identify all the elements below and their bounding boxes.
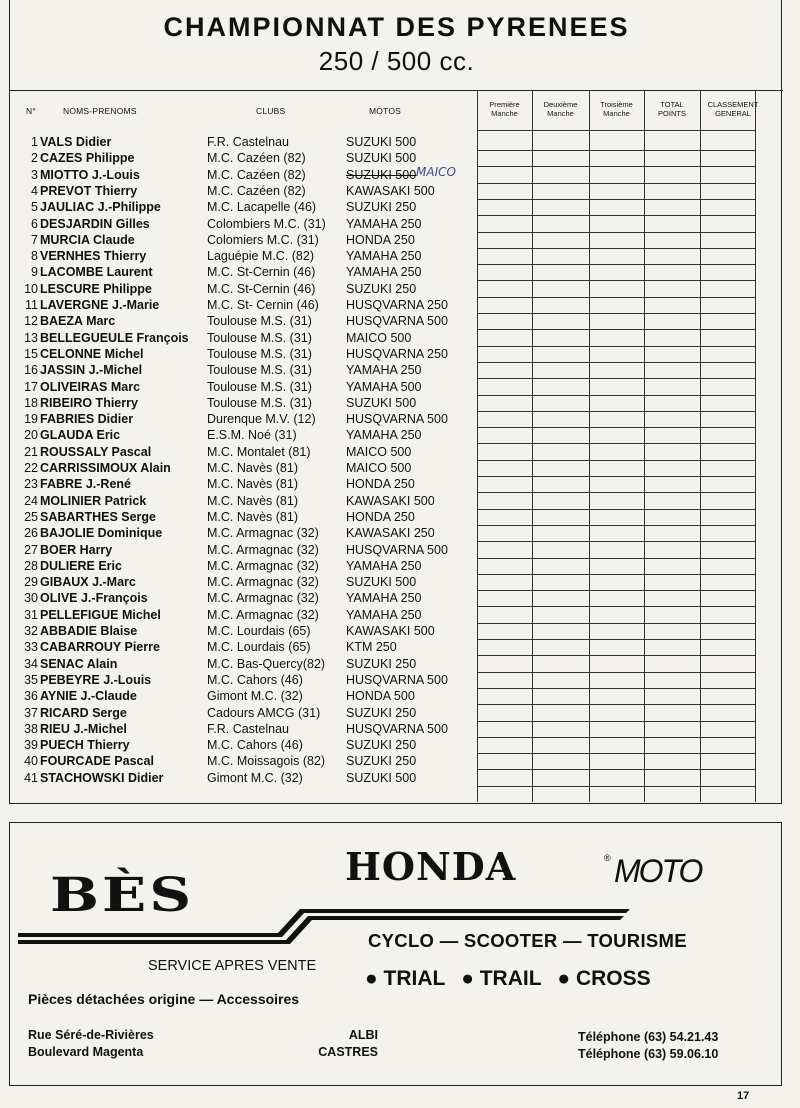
- rider-name: SENAC Alain: [40, 656, 118, 671]
- grid-row-line: [477, 509, 755, 510]
- page-number: 17: [737, 1090, 750, 1102]
- col-header-classement: CLASSEMENT GENERAL: [707, 100, 759, 118]
- rider-moto: YAMAHA 250: [346, 591, 422, 606]
- rider-name: PEBEYRE J.-Louis: [40, 672, 152, 687]
- grid-row-line: [477, 411, 755, 412]
- rider-club: Toulouse M.S. (31): [207, 330, 312, 345]
- table-row: [10, 411, 480, 427]
- grid-row-line: [477, 525, 755, 526]
- grid-row-line: [477, 688, 755, 689]
- table-row: [10, 607, 480, 623]
- table-row: [10, 427, 480, 443]
- rider-club: M.C. St-Cernin (46): [207, 265, 316, 280]
- rider-moto: HUSQVARNA 500: [346, 672, 448, 687]
- rider-club: M.C. Cazéen (82): [207, 151, 306, 166]
- grid-row-line: [477, 199, 755, 200]
- rider-name: LESCURE Philippe: [40, 281, 152, 296]
- rider-num: 12: [24, 314, 38, 329]
- rider-club: F.R. Castelnau: [207, 721, 289, 736]
- table-row: [10, 525, 480, 541]
- table-row: [10, 656, 480, 672]
- table-row: [10, 281, 480, 297]
- rider-moto: SUZUKI 500: [346, 575, 417, 590]
- rider-moto: SUZUKI 250: [346, 281, 417, 296]
- honda-logo: HONDA: [345, 844, 517, 889]
- rider-moto: HUSQVARNA 500: [346, 314, 448, 329]
- rider-moto: SUZUKI 250: [346, 754, 417, 769]
- rider-name: BAEZA Marc: [40, 314, 116, 329]
- rider-num: 34: [24, 656, 38, 671]
- rider-num: 16: [24, 363, 38, 378]
- rider-club: F.R. Castelnau: [207, 135, 289, 149]
- rider-name: ABBADIE Blaise: [40, 624, 138, 638]
- table-row: [10, 574, 480, 590]
- grid-row-line: [477, 574, 755, 575]
- table-row: [10, 444, 480, 460]
- table-row: [10, 542, 480, 558]
- ad-cities: ALBI CASTRES: [318, 1028, 378, 1059]
- grid-row-line: [477, 248, 755, 249]
- rider-name: GLAUDA Eric: [40, 428, 121, 443]
- table-row: [10, 639, 480, 655]
- header-rule: [477, 130, 755, 131]
- ad-line-disciplines: ● TRIAL ● TRAIL ● CROSS: [365, 967, 651, 990]
- rider-num: 28: [24, 558, 38, 573]
- table-row: [10, 672, 480, 688]
- rider-moto: SUZUKI 500: [346, 167, 417, 182]
- table-row: [10, 346, 480, 362]
- rider-num: 6: [31, 216, 38, 231]
- rider-name: CAZES Philippe: [40, 151, 135, 166]
- rider-club: M.C. Navès (81): [207, 509, 298, 524]
- ad-pieces: Pièces détachées origine — Accessoires: [28, 991, 300, 1007]
- bullet-icon: ●: [461, 967, 474, 990]
- rider-num: 41: [24, 770, 38, 785]
- rider-name: MOLINIER Patrick: [40, 493, 147, 508]
- grid-row-line: [477, 639, 755, 640]
- grid-row-line: [477, 769, 755, 770]
- col-header-names: NOMS-PRENOMS: [63, 106, 137, 116]
- rider-club: Colomiers M.C. (31): [207, 232, 319, 247]
- col-header-motos: MOTOS: [369, 106, 402, 116]
- rider-num: 9: [31, 265, 38, 280]
- title-rule: [10, 90, 783, 91]
- rider-name: FOURCADE Pascal: [40, 754, 154, 769]
- grid-row-line: [477, 150, 755, 151]
- rider-name: OLIVEIRAS Marc: [40, 379, 141, 394]
- rider-moto: KAWASAKI 500: [346, 624, 435, 638]
- rider-name: RIBEIRO Thierry: [40, 395, 138, 410]
- rider-moto: SUZUKI 250: [346, 705, 417, 720]
- table-row: [10, 460, 480, 476]
- table-row: [10, 590, 480, 606]
- grid-row-line: [477, 183, 755, 184]
- rider-num: 4: [31, 183, 38, 198]
- ad-service: SERVICE APRES VENTE: [148, 958, 317, 974]
- table-row: [10, 150, 480, 166]
- rider-name: VALS Didier: [40, 135, 112, 149]
- ad-address: Rue Séré-de-Rivières Boulevard Magenta: [28, 1028, 154, 1059]
- rider-num: 37: [24, 705, 38, 720]
- rider-club: M.C. Cahors (46): [207, 672, 303, 687]
- table-row: [10, 183, 480, 199]
- grid-row-line: [477, 590, 755, 591]
- rider-moto: YAMAHA 250: [346, 607, 422, 622]
- rider-num: 13: [24, 330, 38, 345]
- rider-name: ROUSSALY Pascal: [40, 444, 152, 459]
- col-divider: [532, 90, 533, 802]
- table-row: [10, 313, 480, 329]
- rider-club: Gimont M.C. (32): [207, 770, 303, 785]
- rider-club: Durenque M.V. (12): [207, 412, 316, 427]
- rider-moto: KAWASAKI 250: [346, 526, 435, 541]
- table-row: [10, 558, 480, 574]
- registered-mark-icon: ®: [604, 853, 611, 863]
- rider-num: 38: [24, 721, 38, 736]
- grid-row-line: [477, 395, 755, 396]
- rider-num: 22: [24, 461, 38, 475]
- rider-num: 17: [24, 379, 38, 394]
- rider-moto: SUZUKI 500: [346, 395, 417, 410]
- grid-row-line: [477, 166, 755, 167]
- rider-name: BOER Harry: [40, 542, 113, 557]
- col-divider: [755, 90, 756, 802]
- rider-moto: SUZUKI 500: [346, 151, 417, 166]
- rider-club: M.C. Cahors (46): [207, 738, 303, 753]
- rider-club: M.C. St-Cernin (46): [207, 281, 316, 296]
- grid-row-line: [477, 721, 755, 722]
- rider-name: JAULIAC J.-Philippe: [40, 200, 161, 215]
- grid-row-line: [477, 476, 755, 477]
- grid-row-line: [477, 541, 755, 542]
- table-row: [10, 770, 480, 786]
- rider-club: M.C. Armagnac (32): [207, 591, 319, 606]
- grid-row-line: [477, 427, 755, 428]
- rider-name: JASSIN J.-Michel: [40, 363, 143, 378]
- rider-moto: MAICO 500: [346, 444, 412, 459]
- rider-moto: YAMAHA 250: [346, 216, 422, 231]
- rider-num: 31: [24, 607, 38, 622]
- grid-row-line: [477, 215, 755, 216]
- rider-name: CABARROUY Pierre: [40, 640, 160, 655]
- grid-row-line: [477, 655, 755, 656]
- rider-moto: YAMAHA 250: [346, 558, 422, 573]
- rider-moto: HONDA 250: [346, 232, 415, 247]
- grid-row-line: [477, 786, 755, 787]
- rider-club: Toulouse M.S. (31): [207, 363, 312, 378]
- rider-moto: YAMAHA 250: [346, 249, 422, 264]
- rider-name: LACOMBE Laurent: [40, 265, 153, 280]
- ad-line-cyclo: CYCLO — SCOOTER — TOURISME: [368, 930, 687, 951]
- rider-club: Colombiers M.C. (31): [207, 216, 326, 231]
- grid-row-line: [477, 378, 755, 379]
- rider-club: Laguépie M.C. (82): [207, 249, 315, 264]
- rider-moto: SUZUKI 250: [346, 656, 417, 671]
- grid-row-line: [477, 280, 755, 281]
- rider-club: M.C. Montalet (81): [207, 444, 311, 459]
- rider-name: RICARD Serge: [40, 705, 127, 720]
- rider-moto: YAMAHA 250: [346, 265, 422, 280]
- grid-row-line: [477, 362, 755, 363]
- grid-row-line: [477, 346, 755, 347]
- rider-num: 18: [24, 395, 38, 410]
- rider-club: M.C. Lourdais (65): [207, 640, 311, 655]
- ad-phones: Téléphone (63) 54.21.43 Téléphone (63) 59.06.10: [578, 1030, 719, 1061]
- grid-row-line: [477, 753, 755, 754]
- bes-logo: BÈS: [50, 867, 195, 923]
- rider-name: AYNIE J.-Claude: [40, 689, 137, 704]
- rider-moto: MAICO 500: [346, 461, 412, 475]
- table-row: [10, 395, 480, 411]
- handwritten-correction: MAICO: [416, 165, 456, 179]
- rider-name: RIEU J.-Michel: [40, 721, 127, 736]
- table-row: [10, 297, 480, 313]
- rider-moto: HONDA 250: [346, 477, 415, 492]
- grid-row-line: [477, 704, 755, 705]
- col-header-total-points: TOTAL POINTS: [658, 100, 686, 118]
- table-row: [10, 476, 480, 492]
- table-row: [10, 688, 480, 704]
- rider-club: M.C. Bas-Quercy(82): [207, 656, 326, 671]
- rider-moto: YAMAHA 250: [346, 363, 422, 378]
- table-row: [10, 753, 480, 769]
- rider-name: BELLEGUEULE François: [40, 330, 189, 345]
- table-row: [10, 721, 480, 737]
- col-header-num: N°: [26, 106, 36, 116]
- rider-club: M.C. Navès (81): [207, 477, 298, 492]
- rider-num: 39: [24, 738, 38, 753]
- rider-moto: SUZUKI 250: [346, 200, 417, 215]
- table-row: [10, 232, 480, 248]
- rider-name: PELLEFIGUE Michel: [40, 607, 161, 622]
- rider-moto: SUZUKI 250: [346, 738, 417, 753]
- col-divider: [700, 90, 701, 802]
- rider-moto: HONDA 250: [346, 509, 415, 524]
- rider-club: E.S.M. Noé (31): [207, 428, 297, 443]
- table-row: [10, 737, 480, 753]
- rider-club: M.C. Armagnac (32): [207, 575, 319, 590]
- rider-club: Toulouse M.S. (31): [207, 346, 312, 361]
- rider-num: 8: [31, 249, 38, 264]
- rider-moto: YAMAHA 250: [346, 428, 422, 443]
- rider-club: M.C. Navès (81): [207, 493, 298, 508]
- rider-num: 40: [24, 754, 38, 769]
- rider-num: 19: [24, 412, 38, 427]
- col-header-manche-3: Troisième Manche: [600, 100, 633, 118]
- page-title: CHAMPIONNAT DES PYRENEES: [163, 12, 630, 42]
- grid-row-line: [477, 737, 755, 738]
- rider-num: 15: [24, 346, 38, 361]
- rider-club: Toulouse M.S. (31): [207, 314, 312, 329]
- rider-moto: SUZUKI 500: [346, 135, 417, 149]
- grid-row-line: [477, 623, 755, 624]
- rider-num: 21: [24, 444, 38, 459]
- rider-num: 20: [24, 428, 38, 443]
- table-row: [10, 509, 480, 525]
- rider-name: DULIERE Eric: [40, 558, 122, 573]
- rider-name: STACHOWSKI Didier: [40, 770, 164, 785]
- rider-club: M.C. Armagnac (32): [207, 526, 319, 541]
- col-header-clubs: CLUBS: [256, 106, 286, 116]
- rider-num: 1: [31, 135, 38, 149]
- rider-club: Cadours AMCG (31): [207, 705, 321, 720]
- col-divider: [644, 90, 645, 802]
- rider-num: 27: [24, 542, 38, 557]
- rider-moto: SUZUKI 500: [346, 770, 417, 785]
- bullet-icon: ●: [365, 967, 378, 990]
- grid-row-line: [477, 264, 755, 265]
- table-row: [10, 199, 480, 215]
- rider-moto: KTM 250: [346, 640, 397, 655]
- rider-num: 29: [24, 575, 38, 590]
- rider-club: M.C. Armagnac (32): [207, 558, 319, 573]
- rider-name: FABRIES Didier: [40, 412, 134, 427]
- rider-num: 7: [31, 232, 38, 247]
- rider-name: VERNHES Thierry: [40, 249, 147, 264]
- rider-num: 5: [31, 200, 38, 215]
- grid-row-line: [477, 329, 755, 330]
- table-row: [10, 216, 480, 232]
- rider-moto: HUSQVARNA 500: [346, 412, 448, 427]
- col-header-manche-2: Deuxième Manche: [543, 100, 578, 118]
- bullet-icon: ●: [557, 967, 571, 990]
- rider-club: M.C. St- Cernin (46): [207, 298, 319, 312]
- rider-club: Gimont M.C. (32): [207, 689, 303, 704]
- grid-row-line: [477, 558, 755, 559]
- table-row: [10, 264, 480, 280]
- rider-num: 3: [31, 167, 38, 182]
- rider-num: 30: [24, 591, 38, 606]
- grid-row-line: [477, 232, 755, 233]
- grid-row-line: [477, 672, 755, 673]
- rider-name: BAJOLIE Dominique: [40, 526, 163, 541]
- honda-bes-advertisement: [9, 822, 782, 1086]
- col-divider: [589, 90, 590, 802]
- rider-num: 11: [25, 298, 38, 312]
- table-row: [10, 362, 480, 378]
- grid-row-line: [477, 492, 755, 493]
- rider-club: M.C. Moissagois (82): [207, 754, 326, 769]
- rider-num: 24: [24, 493, 38, 508]
- table-row: [10, 705, 480, 721]
- rider-name: CARRISSIMOUX Alain: [40, 461, 171, 475]
- grid-row-line: [477, 443, 755, 444]
- rider-moto: MAICO 500: [346, 330, 412, 345]
- rider-moto: HUSQVARNA 500: [346, 542, 448, 557]
- rider-name: SABARTHES Serge: [40, 509, 156, 524]
- rider-club: M.C. Cazéen (82): [207, 183, 306, 198]
- grid-row-line: [477, 297, 755, 298]
- rider-moto: HUSQVARNA 250: [346, 346, 448, 361]
- rider-num: 36: [24, 689, 38, 704]
- rider-num: 35: [24, 672, 38, 687]
- col-header-manche-1: Première Manche: [489, 100, 520, 118]
- rider-moto: YAMAHA 500: [346, 379, 422, 394]
- rider-num: 32: [24, 624, 38, 638]
- grid-row-line: [477, 313, 755, 314]
- rider-club: M.C. Lacapelle (46): [207, 200, 317, 215]
- rider-club: M.C. Navès (81): [207, 461, 298, 475]
- rider-moto: HUSQVARNA 500: [346, 721, 448, 736]
- table-row: [10, 379, 480, 395]
- rider-club: M.C. Armagnac (32): [207, 607, 319, 622]
- rider-club: Toulouse M.S. (31): [207, 395, 312, 410]
- rider-name: LAVERGNE J.-Marie: [40, 298, 160, 312]
- results-sheet: [9, 0, 782, 804]
- rider-moto: KAWASAKI 500: [346, 183, 435, 198]
- table-row: [10, 493, 480, 509]
- rider-club: M.C. Lourdais (65): [207, 624, 311, 638]
- table-row: [10, 330, 480, 346]
- rider-club: M.C. Armagnac (32): [207, 542, 319, 557]
- rider-num: 25: [24, 509, 38, 524]
- rider-moto: HONDA 500: [346, 689, 415, 704]
- rider-name: DESJARDIN Gilles: [40, 216, 150, 231]
- table-row: [10, 167, 480, 183]
- rider-num: 10: [24, 281, 38, 296]
- grid-row-line: [477, 606, 755, 607]
- rider-moto: KAWASAKI 500: [346, 493, 435, 508]
- grid-row-line: [477, 460, 755, 461]
- rider-num: 23: [24, 477, 38, 492]
- rider-num: 26: [24, 526, 38, 541]
- rider-num: 33: [24, 640, 38, 655]
- rider-name: PREVOT Thierry: [40, 183, 138, 198]
- table-row: [10, 134, 480, 150]
- page-subtitle: 250 / 500 cc.: [318, 46, 475, 76]
- rider-num: 2: [31, 151, 38, 166]
- table-row: [10, 248, 480, 264]
- rider-club: Toulouse M.S. (31): [207, 379, 312, 394]
- rider-name: GIBAUX J.-Marc: [40, 575, 136, 590]
- rider-moto: HUSQVARNA 250: [346, 298, 448, 312]
- moto-logo: MOTO: [614, 853, 702, 889]
- rider-name: CELONNE Michel: [40, 346, 144, 361]
- table-row: [10, 623, 480, 639]
- rider-name: PUECH Thierry: [40, 738, 130, 753]
- rider-name: MIOTTO J.-Louis: [40, 167, 140, 182]
- rider-name: OLIVE J.-François: [40, 591, 148, 606]
- rider-name: FABRE J.-René: [40, 477, 131, 492]
- rider-name: MURCIA Claude: [40, 232, 135, 247]
- rider-club: M.C. Cazéen (82): [207, 167, 306, 182]
